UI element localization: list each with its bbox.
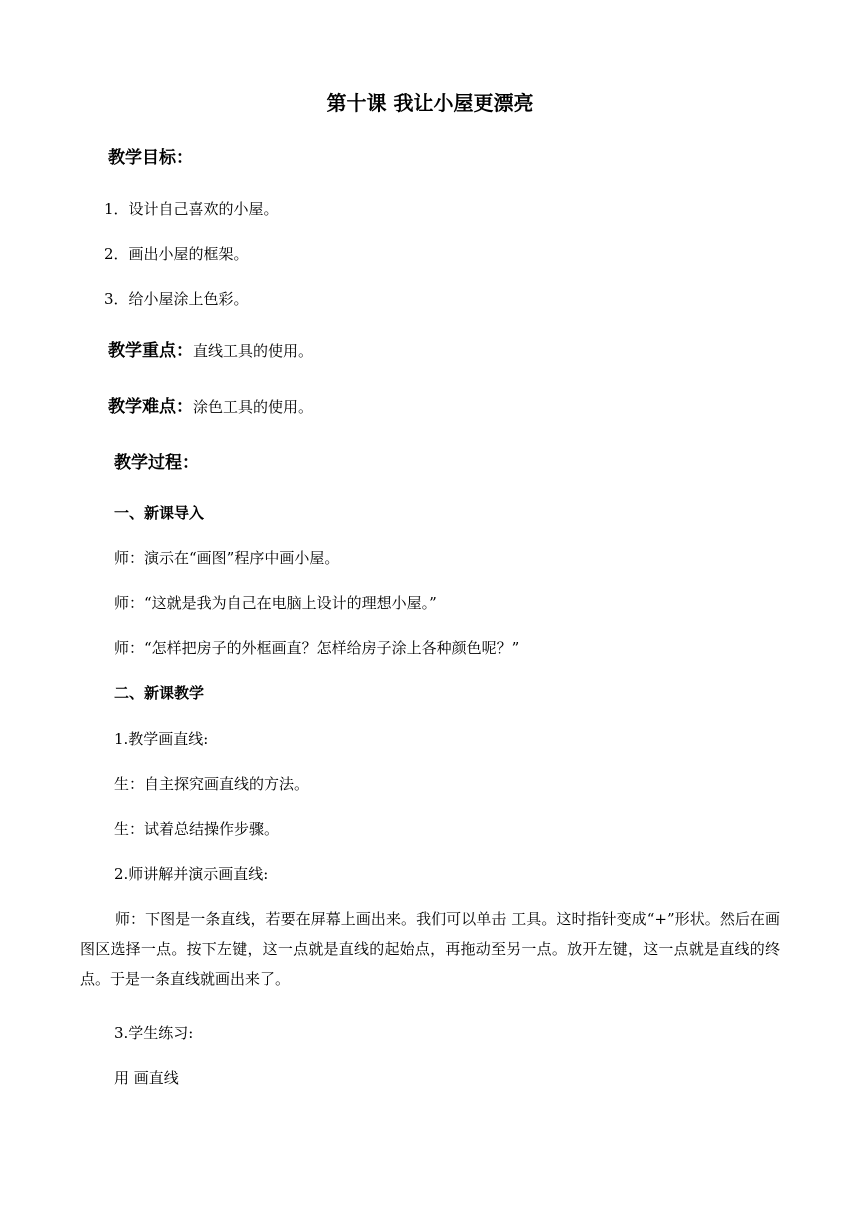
difficulty-row	[108, 397, 313, 417]
objective-item-1: 1．设计自己喜欢的小屋。	[104, 200, 279, 218]
section2-sub3: 3.学生练习:	[114, 1024, 194, 1042]
objective-item-2: 2．画出小屋的框架。	[104, 245, 249, 263]
section2-heading: 二、新课教学	[114, 684, 205, 702]
section2-student-2: 生：试着总结操作步骤。	[114, 820, 280, 838]
section1-line-1: 师：演示在“画图”程序中画小屋。	[114, 549, 340, 567]
section1-line-3: 师：“怎样把房子的外框画直？怎样给房子涂上各种颜色呢？”	[114, 639, 520, 657]
objectives-heading: 教学目标：	[108, 148, 193, 168]
section1-heading: 一、新课导入	[114, 504, 205, 522]
difficulty-text: 涂色工具的使用。	[193, 398, 314, 416]
section1-line-2: 师：“这就是我为自己在电脑上设计的理想小屋。”	[114, 594, 437, 612]
key-point-label: 教学重点：	[108, 341, 193, 361]
section2-sub1: 1.教学画直线:	[114, 730, 209, 748]
key-point-row	[108, 341, 313, 361]
section2-practice: 用 画直线	[114, 1069, 179, 1087]
process-heading: 教学过程：	[114, 453, 199, 473]
objective-item-3: 3．给小屋涂上色彩。	[104, 290, 249, 308]
section2-sub2: 2.师讲解并演示画直线:	[114, 865, 269, 883]
key-point-text: 直线工具的使用。	[193, 342, 314, 360]
difficulty-label: 教学难点：	[108, 397, 193, 417]
lesson-title: 第十课 我让小屋更漂亮	[326, 91, 534, 115]
section2-paragraph: 师：下图是一条直线，若要在屏幕上画出来。我们可以单击 工具。这时指针变成“+”形状。然后在画图区选择一点。按下左键，这一点就是直线的起始点，再拖动至另一点。放开左键，这一点就是直线的终点。于是一条直线就画出来了。	[80, 910, 780, 988]
section2-student-1: 生：自主探究画直线的方法。	[114, 775, 310, 793]
